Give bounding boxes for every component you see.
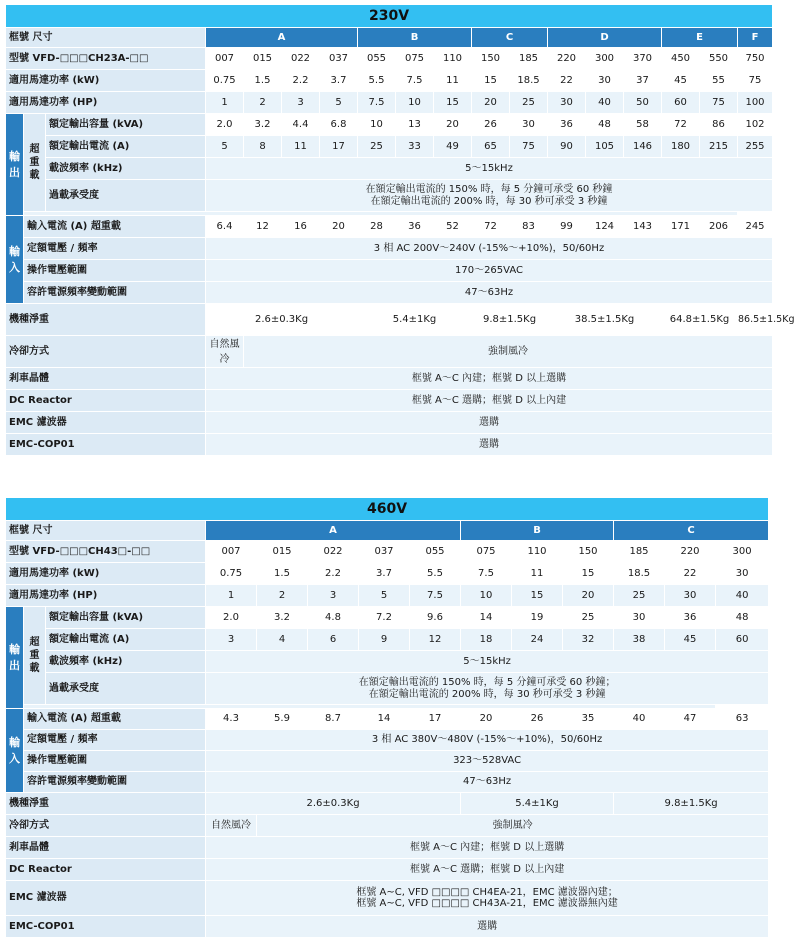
- hp-label: 適用馬達功率 (HP): [6, 585, 206, 607]
- kw-cell: 1.5: [244, 70, 282, 92]
- kva-cell: 14: [461, 607, 512, 629]
- input-amp-cell: 20: [320, 216, 358, 238]
- model-cell: 150: [472, 48, 510, 70]
- amp-label: 額定輸出電流 (A): [46, 136, 206, 158]
- cop-value: 選購: [206, 434, 773, 456]
- kw-row: [6, 70, 773, 92]
- input-amp-label: 輸入電流 (A) 超重載: [24, 709, 206, 730]
- model-cell: 037: [359, 541, 410, 563]
- kw-cell: 0.75: [206, 563, 257, 585]
- amp-cell: 45: [665, 629, 716, 651]
- overload-line-1: 在額定輸出電流的 150% 時，每 5 分鐘可承受 60 秒鐘: [365, 184, 613, 195]
- overload-label: 過載承受度: [46, 180, 206, 212]
- hp-cell: 3: [308, 585, 359, 607]
- weight-label: 機種淨重: [6, 793, 206, 815]
- kva-cell: 9.6: [410, 607, 461, 629]
- weight-row: [6, 793, 769, 815]
- model-cell: 015: [244, 48, 282, 70]
- emc-value: 選購: [206, 412, 773, 434]
- input-amp-cell: 28: [358, 216, 396, 238]
- kva-row: [6, 114, 773, 136]
- kw-cell: 15: [563, 563, 614, 585]
- kva-cell: 86: [700, 114, 738, 136]
- input-amp-cell: 36: [396, 216, 434, 238]
- model-cell: 185: [510, 48, 548, 70]
- weight-cell: 5.4±1Kg: [461, 793, 614, 815]
- overload-line-2: 在額定輸出電流的 200% 時，每 30 秒可承受 3 秒鐘: [368, 688, 606, 700]
- kw-cell: 5.5: [410, 563, 461, 585]
- model-cell: 055: [358, 48, 396, 70]
- kw-cell: 7.5: [461, 563, 512, 585]
- amp-cell: 180: [662, 136, 700, 158]
- model-row: [6, 48, 773, 70]
- input-amp-cell: 12: [244, 216, 282, 238]
- hp-cell: 20: [472, 92, 510, 114]
- kva-cell: 30: [614, 607, 665, 629]
- weight-row: [6, 304, 773, 336]
- kw-cell: 15: [472, 70, 510, 92]
- rated-voltage-value: 3 相 AC 200V～240V (-15%～+10%)，50/60Hz: [206, 238, 773, 260]
- freq-row: [6, 282, 773, 304]
- hp-cell: 2: [257, 585, 308, 607]
- hp-cell: 75: [700, 92, 738, 114]
- hp-cell: 25: [510, 92, 548, 114]
- output-side-label: 輸 出: [6, 607, 24, 709]
- model-label: 型號 VFD-□□□CH23A-□□: [6, 48, 206, 70]
- frame-header: A: [206, 28, 358, 48]
- op-voltage-row: [6, 260, 773, 282]
- hp-row: [6, 92, 773, 114]
- kw-cell: 45: [662, 70, 700, 92]
- frame-header: D: [548, 28, 662, 48]
- kw-cell: 18.5: [614, 563, 665, 585]
- overload-line-1: 在額定輸出電流的 150% 時，每 5 分鐘可承受 60 秒鐘；: [358, 677, 616, 688]
- kw-cell: 30: [716, 563, 769, 585]
- overload-row: [6, 180, 773, 212]
- cooling-label: 冷卻方式: [6, 815, 206, 837]
- hp-cell: 10: [396, 92, 434, 114]
- input-amp-cell: 52: [434, 216, 472, 238]
- hp-cell: 7.5: [410, 585, 461, 607]
- amp-cell: 17: [320, 136, 358, 158]
- cop-value: 選購: [206, 916, 769, 938]
- weight-cell: 2.6±0.3Kg: [206, 793, 461, 815]
- kw-cell: 2.2: [308, 563, 359, 585]
- kva-cell: 30: [510, 114, 548, 136]
- brake-label: 剎車晶體: [6, 837, 206, 859]
- heavy-duty-label: 超 重 載: [24, 114, 46, 212]
- amp-cell: 38: [614, 629, 665, 651]
- emc-value: [206, 881, 769, 916]
- frame-header: C: [614, 521, 769, 541]
- kva-cell: 58: [624, 114, 662, 136]
- freq-value: 47～63Hz: [206, 772, 769, 793]
- model-cell: 370: [624, 48, 662, 70]
- hp-cell: 15: [434, 92, 472, 114]
- weight-cell: 5.4±1Kg: [358, 304, 472, 336]
- kw-cell: 5.5: [358, 70, 396, 92]
- dcr-value: 框號 A～C 選購；框號 D 以上內建: [206, 390, 773, 412]
- kva-cell: 4.4: [282, 114, 320, 136]
- kva-cell: 3.2: [244, 114, 282, 136]
- weight-cell: 64.8±1.5Kg: [662, 304, 738, 336]
- cop-label: EMC-COP01: [6, 434, 206, 456]
- input-amp-cell: 4.3: [206, 709, 257, 730]
- cooling-label: 冷卻方式: [6, 336, 206, 368]
- brake-value: 框號 A～C 內建；框號 D 以上選購: [206, 837, 769, 859]
- frame-row: [6, 28, 773, 48]
- input-amp-row: [6, 709, 769, 730]
- brake-row: [6, 837, 769, 859]
- dcr-row: [6, 859, 769, 881]
- kva-label: 額定輸出容量 (kVA): [46, 607, 206, 629]
- emc-row: [6, 881, 769, 916]
- input-amp-cell: 40: [614, 709, 665, 730]
- hp-cell: 100: [738, 92, 773, 114]
- frame-label: 框號 尺寸: [6, 28, 206, 48]
- amp-cell: 11: [282, 136, 320, 158]
- overload-value: [206, 673, 769, 705]
- kva-cell: 48: [716, 607, 769, 629]
- carrier-label: 載波頻率 (kHz): [46, 158, 206, 180]
- input-amp-cell: 6.4: [206, 216, 244, 238]
- kw-cell: 55: [700, 70, 738, 92]
- cop-row: [6, 434, 773, 456]
- rated-voltage-label: 定額電壓 / 頻率: [24, 730, 206, 751]
- op-voltage-value: 170～265VAC: [206, 260, 773, 282]
- carrier-label: 載波頻率 (kHz): [46, 651, 206, 673]
- kw-cell: 75: [738, 70, 773, 92]
- cooling-natural: 自然風冷: [206, 336, 244, 368]
- amp-cell: 146: [624, 136, 662, 158]
- kva-cell: 7.2: [359, 607, 410, 629]
- model-row: [6, 541, 769, 563]
- cooling-natural: 自然風冷: [206, 815, 257, 837]
- kva-cell: 6.8: [320, 114, 358, 136]
- hp-cell: 20: [563, 585, 614, 607]
- model-cell: 110: [434, 48, 472, 70]
- overload-line-2: 在額定輸出電流的 200% 時，每 30 秒可承受 3 秒鐘: [370, 195, 608, 207]
- overload-label: 過載承受度: [46, 673, 206, 705]
- model-label: 型號 VFD-□□□CH43□-□□: [6, 541, 206, 563]
- spec-table-460v: [5, 497, 769, 938]
- amp-cell: 5: [206, 136, 244, 158]
- frame-header: A: [206, 521, 461, 541]
- model-cell: 037: [320, 48, 358, 70]
- hp-cell: 10: [461, 585, 512, 607]
- freq-label: 容許電源頻率變動範圍: [24, 772, 206, 793]
- kw-cell: 22: [665, 563, 716, 585]
- hp-cell: 40: [716, 585, 769, 607]
- kva-cell: 102: [738, 114, 773, 136]
- amp-cell: 18: [461, 629, 512, 651]
- carrier-row: [6, 651, 769, 673]
- input-side-label: 輸 入: [6, 709, 24, 793]
- kva-cell: 3.2: [257, 607, 308, 629]
- hp-cell: 25: [614, 585, 665, 607]
- kw-label: 適用馬達功率 (kW): [6, 70, 206, 92]
- op-voltage-label: 操作電壓範圍: [24, 260, 206, 282]
- output-side-label: 輸 出: [6, 114, 24, 216]
- kva-cell: 36: [548, 114, 586, 136]
- emc-label: EMC 濾波器: [6, 881, 206, 916]
- frame-header: C: [472, 28, 548, 48]
- hp-cell: 30: [548, 92, 586, 114]
- kva-cell: 10: [358, 114, 396, 136]
- cooling-row: [6, 815, 769, 837]
- hp-cell: 5: [359, 585, 410, 607]
- input-amp-cell: 8.7: [308, 709, 359, 730]
- freq-value: 47～63Hz: [206, 282, 773, 304]
- kw-cell: 37: [624, 70, 662, 92]
- model-cell: 075: [396, 48, 434, 70]
- overload-row: [6, 673, 769, 705]
- amp-cell: 49: [434, 136, 472, 158]
- brake-value: 框號 A～C 內建；框號 D 以上選購: [206, 368, 773, 390]
- model-cell: 300: [716, 541, 769, 563]
- kva-cell: 19: [512, 607, 563, 629]
- amp-cell: 60: [716, 629, 769, 651]
- kw-cell: 7.5: [396, 70, 434, 92]
- input-amp-cell: 47: [665, 709, 716, 730]
- model-cell: 007: [206, 541, 257, 563]
- model-cell: 055: [410, 541, 461, 563]
- dcr-label: DC Reactor: [6, 390, 206, 412]
- amp-cell: 3: [206, 629, 257, 651]
- model-cell: 015: [257, 541, 308, 563]
- frame-header: E: [662, 28, 738, 48]
- input-amp-cell: 63: [716, 709, 769, 730]
- input-amp-cell: 26: [512, 709, 563, 730]
- model-cell: 220: [665, 541, 716, 563]
- frame-header: B: [358, 28, 472, 48]
- kva-cell: 26: [472, 114, 510, 136]
- table-title: 230V: [6, 5, 773, 28]
- carrier-value: 5～15kHz: [206, 158, 773, 180]
- rated-voltage-value: 3 相 AC 380V～480V (-15%～+10%)，50/60Hz: [206, 730, 769, 751]
- model-cell: 022: [308, 541, 359, 563]
- hp-cell: 5: [320, 92, 358, 114]
- hp-cell: 60: [662, 92, 700, 114]
- rated-voltage-row: [6, 238, 773, 260]
- kw-cell: 11: [512, 563, 563, 585]
- input-amp-cell: 206: [700, 216, 738, 238]
- kva-cell: 2.0: [206, 114, 244, 136]
- dcr-row: [6, 390, 773, 412]
- emc-line-2: 框號 A~C, VFD □□□□ CH43A-21，EMC 濾波器無內建: [356, 898, 618, 909]
- emc-line-1: 框號 A~C, VFD □□□□ CH4EA-21，EMC 濾波器內建；: [356, 886, 618, 898]
- model-cell: 450: [662, 48, 700, 70]
- kva-cell: 36: [665, 607, 716, 629]
- kw-cell: 1.5: [257, 563, 308, 585]
- amp-cell: 255: [738, 136, 773, 158]
- freq-row: [6, 772, 769, 793]
- amp-row: [6, 136, 773, 158]
- model-cell: 550: [700, 48, 738, 70]
- amp-cell: 105: [586, 136, 624, 158]
- weight-cell: 86.5±1.5Kg: [738, 304, 773, 336]
- input-amp-row: [6, 216, 773, 238]
- carrier-row: [6, 158, 773, 180]
- model-cell: 022: [282, 48, 320, 70]
- amp-cell: 24: [512, 629, 563, 651]
- spec-table-230v: [5, 4, 794, 456]
- input-amp-cell: 245: [738, 216, 773, 238]
- input-amp-cell: 5.9: [257, 709, 308, 730]
- amp-cell: 12: [410, 629, 461, 651]
- kw-cell: 3.7: [359, 563, 410, 585]
- brake-label: 剎車晶體: [6, 368, 206, 390]
- input-amp-cell: 72: [472, 216, 510, 238]
- kw-cell: 30: [586, 70, 624, 92]
- frame-header: F: [738, 28, 773, 48]
- input-amp-cell: 17: [410, 709, 461, 730]
- input-amp-cell: 143: [624, 216, 662, 238]
- model-cell: 110: [512, 541, 563, 563]
- model-cell: 220: [548, 48, 586, 70]
- kva-cell: 4.8: [308, 607, 359, 629]
- weight-label: 機種淨重: [6, 304, 206, 336]
- carrier-value: 5～15kHz: [206, 651, 769, 673]
- rated-voltage-row: [6, 730, 769, 751]
- weight-cell: 2.6±0.3Kg: [206, 304, 358, 336]
- amp-cell: 65: [472, 136, 510, 158]
- emc-label: EMC 濾波器: [6, 412, 206, 434]
- model-cell: 185: [614, 541, 665, 563]
- kva-cell: 2.0: [206, 607, 257, 629]
- amp-cell: 90: [548, 136, 586, 158]
- hp-cell: 7.5: [358, 92, 396, 114]
- cooling-forced: 強制風冷: [244, 336, 773, 368]
- model-cell: 150: [563, 541, 614, 563]
- op-voltage-value: 323～528VAC: [206, 751, 769, 772]
- kw-label: 適用馬達功率 (kW): [6, 563, 206, 585]
- heavy-duty-label: 超 重 載: [24, 607, 46, 705]
- hp-cell: 3: [282, 92, 320, 114]
- amp-cell: 8: [244, 136, 282, 158]
- overload-value: [206, 180, 773, 212]
- amp-row: [6, 629, 769, 651]
- hp-cell: 15: [512, 585, 563, 607]
- hp-cell: 40: [586, 92, 624, 114]
- kva-cell: 48: [586, 114, 624, 136]
- kw-cell: 18.5: [510, 70, 548, 92]
- kva-label: 額定輸出容量 (kVA): [46, 114, 206, 136]
- model-cell: 300: [586, 48, 624, 70]
- kw-cell: 11: [434, 70, 472, 92]
- model-cell: 007: [206, 48, 244, 70]
- model-cell: 750: [738, 48, 773, 70]
- rated-voltage-label: 定額電壓 / 頻率: [24, 238, 206, 260]
- table-title: 460V: [6, 498, 769, 521]
- dcr-label: DC Reactor: [6, 859, 206, 881]
- input-amp-cell: 99: [548, 216, 586, 238]
- amp-label: 額定輸出電流 (A): [46, 629, 206, 651]
- frame-label: 框號 尺寸: [6, 521, 206, 541]
- frame-header: B: [461, 521, 614, 541]
- kva-cell: 20: [434, 114, 472, 136]
- input-amp-cell: 20: [461, 709, 512, 730]
- input-amp-cell: 83: [510, 216, 548, 238]
- amp-cell: 75: [510, 136, 548, 158]
- cop-row: [6, 916, 769, 938]
- weight-cell: 9.8±1.5Kg: [614, 793, 769, 815]
- brake-row: [6, 368, 773, 390]
- input-side-label: 輸 入: [6, 216, 24, 304]
- input-amp-cell: 14: [359, 709, 410, 730]
- freq-label: 容許電源頻率變動範圍: [24, 282, 206, 304]
- cooling-forced: 強制風冷: [257, 815, 769, 837]
- emc-row: [6, 412, 773, 434]
- input-amp-label: 輸入電流 (A) 超重載: [24, 216, 206, 238]
- kw-row: [6, 563, 769, 585]
- model-cell: 075: [461, 541, 512, 563]
- kva-cell: 13: [396, 114, 434, 136]
- kw-cell: 22: [548, 70, 586, 92]
- amp-cell: 9: [359, 629, 410, 651]
- weight-cell: 38.5±1.5Kg: [548, 304, 662, 336]
- kw-cell: 0.75: [206, 70, 244, 92]
- hp-cell: 30: [665, 585, 716, 607]
- amp-cell: 25: [358, 136, 396, 158]
- weight-cell: 9.8±1.5Kg: [472, 304, 548, 336]
- hp-cell: 50: [624, 92, 662, 114]
- frame-row: [6, 521, 769, 541]
- op-voltage-label: 操作電壓範圍: [24, 751, 206, 772]
- op-voltage-row: [6, 751, 769, 772]
- hp-cell: 1: [206, 585, 257, 607]
- dcr-value: 框號 A～C 選購；框號 D 以上內建: [206, 859, 769, 881]
- hp-cell: 2: [244, 92, 282, 114]
- hp-label: 適用馬達功率 (HP): [6, 92, 206, 114]
- input-amp-cell: 35: [563, 709, 614, 730]
- hp-cell: 1: [206, 92, 244, 114]
- kw-cell: 3.7: [320, 70, 358, 92]
- amp-cell: 4: [257, 629, 308, 651]
- hp-row: [6, 585, 769, 607]
- kva-row: [6, 607, 769, 629]
- input-amp-cell: 124: [586, 216, 624, 238]
- amp-cell: 6: [308, 629, 359, 651]
- amp-cell: 215: [700, 136, 738, 158]
- cooling-row: [6, 336, 773, 368]
- input-amp-cell: 171: [662, 216, 700, 238]
- cop-label: EMC-COP01: [6, 916, 206, 938]
- amp-cell: 33: [396, 136, 434, 158]
- kva-cell: 25: [563, 607, 614, 629]
- amp-cell: 32: [563, 629, 614, 651]
- kw-cell: 2.2: [282, 70, 320, 92]
- kva-cell: 72: [662, 114, 700, 136]
- input-amp-cell: 16: [282, 216, 320, 238]
